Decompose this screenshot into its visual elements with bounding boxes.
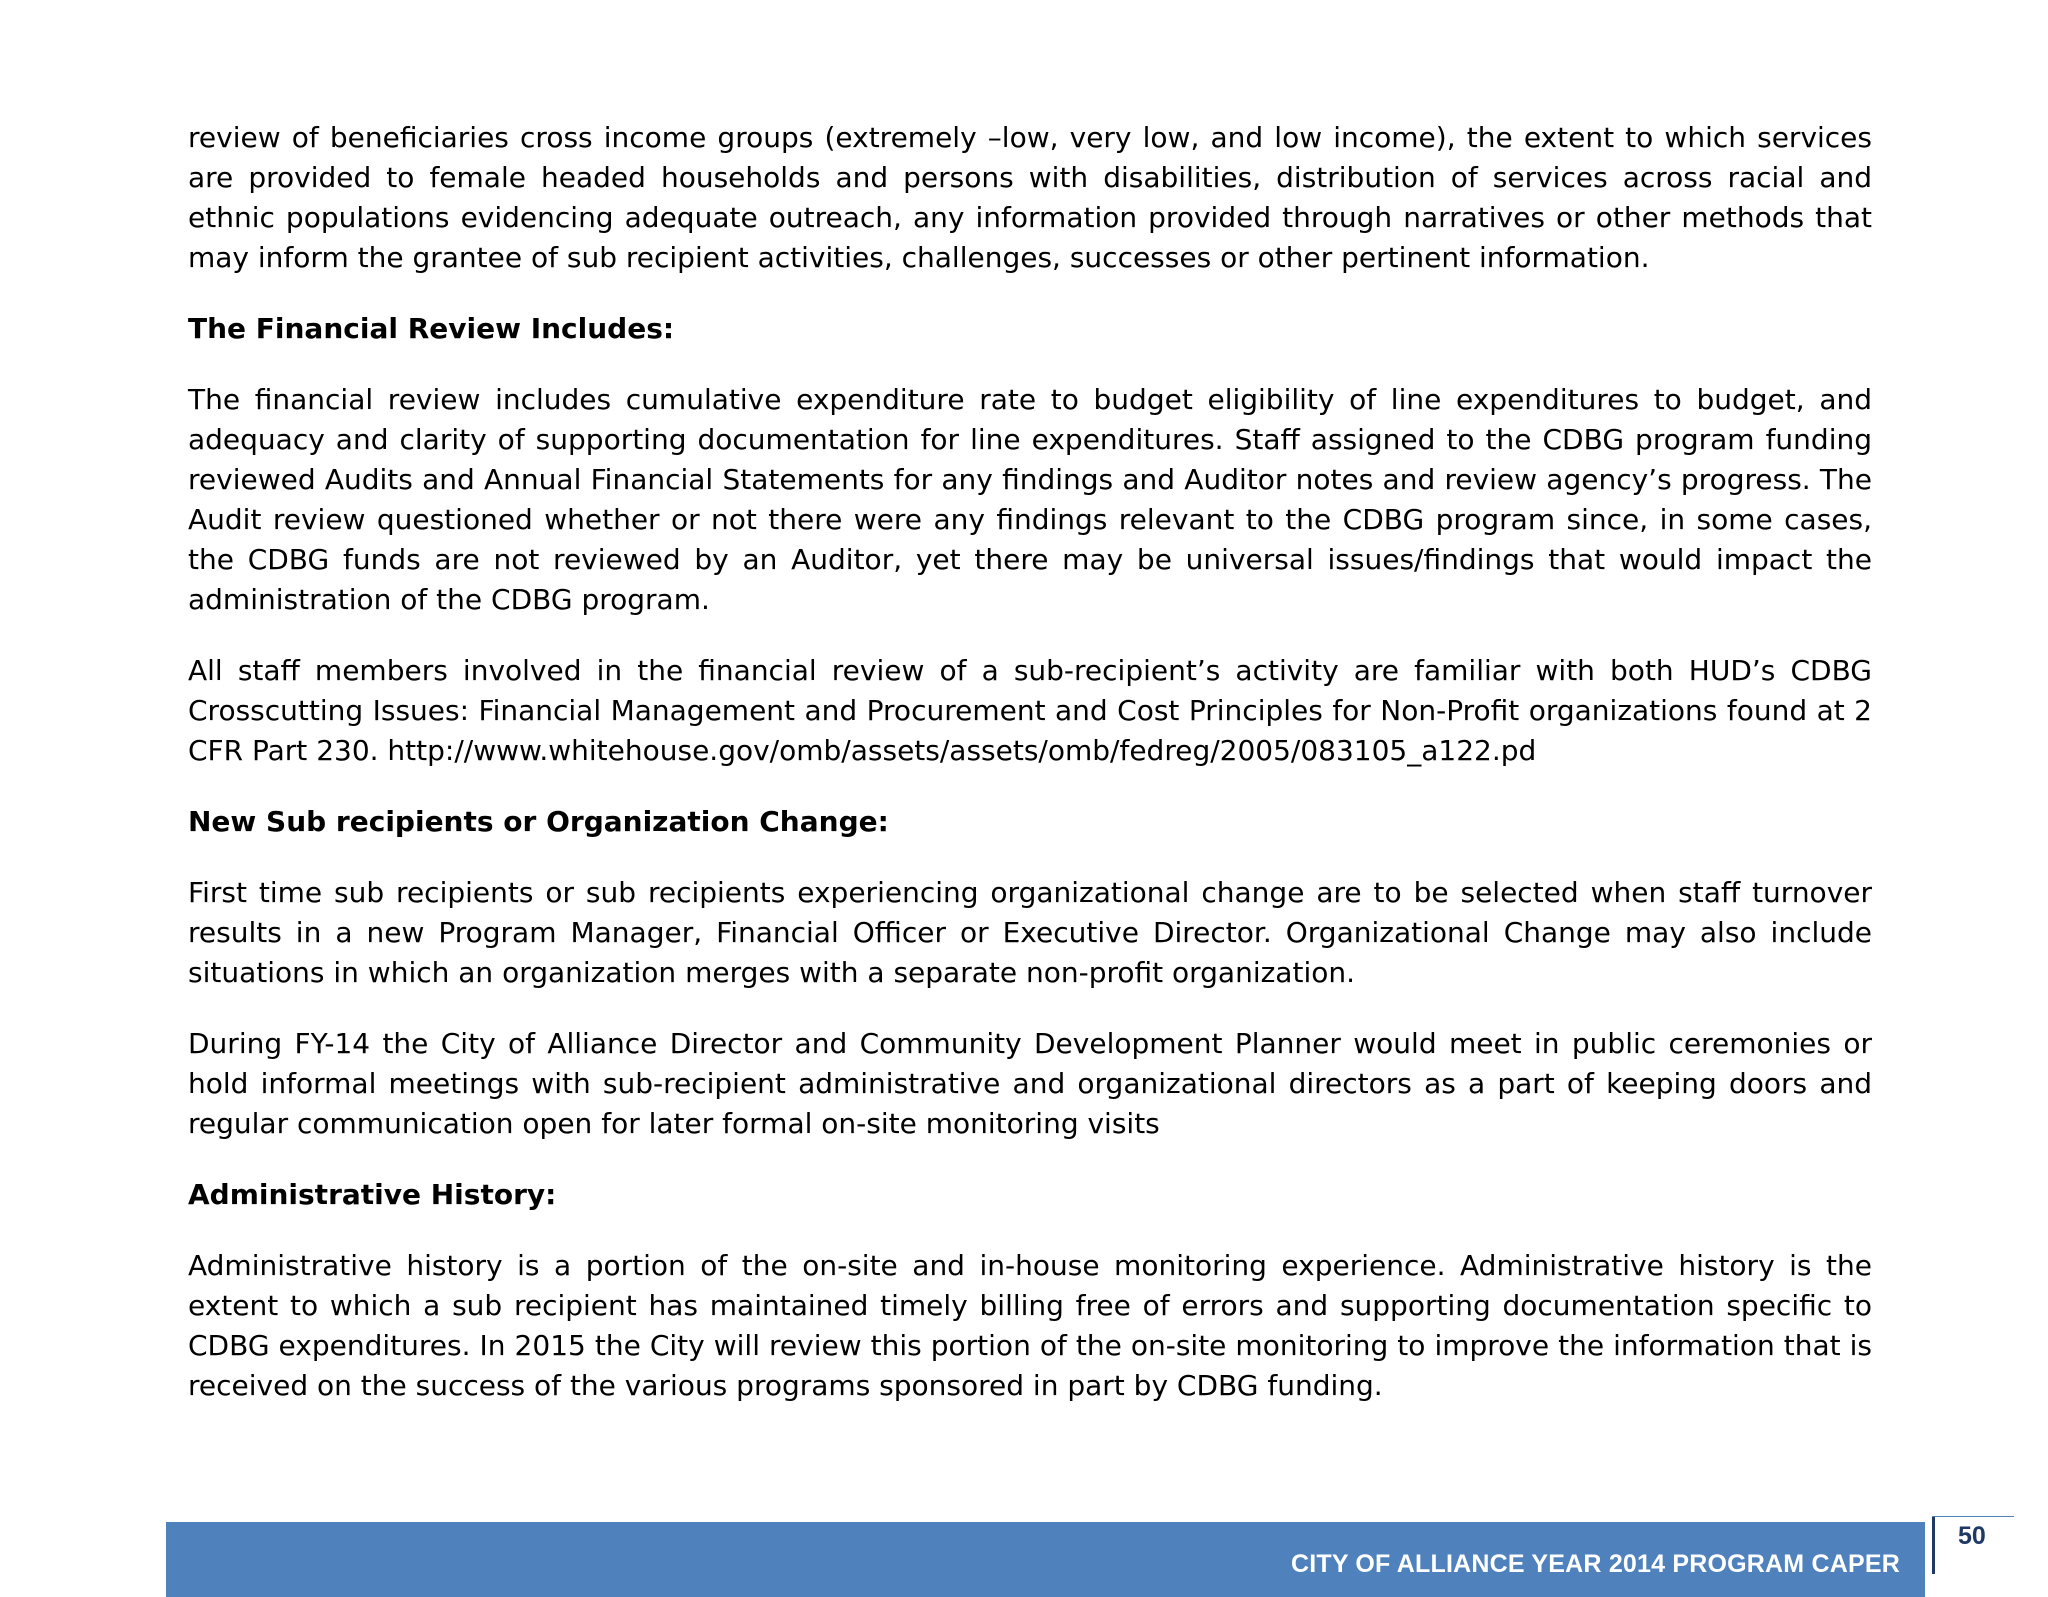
heading-administrative-history: Administrative History: xyxy=(188,1178,557,1211)
footer-band xyxy=(166,1522,1925,1597)
page-number: 50 xyxy=(1958,1522,1986,1550)
paragraph-first-time-sub-recipients: First time sub recipients or sub recipients experiencing organizational change are to be selected when staff turnover results in a new Program Manager, Financial Officer or Executive Director. Organizational Change may also include situations in which an organization merges with a separate non-profit organization. xyxy=(188,876,1872,989)
document-body xyxy=(188,118,1872,1437)
footer-title: CITY OF ALLIANCE YEAR 2014 PROGRAM CAPER xyxy=(1290,1550,1900,1578)
page-number-rule-top xyxy=(1932,1516,2014,1517)
paragraph-staff-members: All staff members involved in the financial review of a sub-recipient’s activity are familiar with both HUD’s CDBG Crosscutting Issues: Financial Management and Procurement and Cost Principles for Non-Profit organizations found at 2 CFR Part 230. http://www.whitehouse.gov/omb/assets/assets/omb/fedreg/2005/083105_a122.pd xyxy=(188,654,1872,767)
paragraph-fy14-meetings: During FY-14 the City of Alliance Director and Community Development Planner would meet in public ceremonies or hold informal meetings with sub-recipient administrative and organizational directors as a part of keeping doors and regular communication open for later formal on-site monitoring visits xyxy=(188,1027,1872,1140)
heading-new-sub-recipients: New Sub recipients or Organization Change: xyxy=(188,805,889,838)
paragraph-financial-review: The financial review includes cumulative expenditure rate to budget eligibility of line expenditures to budget, and adequacy and clarity of supporting documentation for line expenditures. Staff assigned to the CDBG program funding reviewed Audits and Annual Financial Statements for any findings and Auditor notes and review agency’s progress. The Audit review questioned whether or not there were any findings relevant to the CDBG program since, in some cases, the CDBG funds are not reviewed by an Auditor, yet there may be universal issues/findings that would impact the administration of the CDBG program. xyxy=(188,383,1872,616)
page-number-divider xyxy=(1932,1517,1935,1574)
heading-financial-review: The Financial Review Includes: xyxy=(188,312,675,345)
paragraph-beneficiaries-review: review of beneficiaries cross income groups (extremely –low, very low, and low income), the extent to which services are provided to female headed households and persons with disabilities, distribution of services across racial and ethnic populations evidencing adequate outreach, any information provided through narratives or other methods that may inform the grantee of sub recipient activities, challenges, successes or other pertinent information. xyxy=(188,121,1872,274)
paragraph-administrative-history: Administrative history is a portion of the on-site and in-house monitoring experience. Administrative history is the extent to which a sub recipient has maintained timely billing free of errors and supporting documentation specific to CDBG expenditures. In 2015 the City will review this portion of the on-site monitoring to improve the information that is received on the success of the various programs sponsored in part by CDBG funding. xyxy=(188,1249,1872,1402)
